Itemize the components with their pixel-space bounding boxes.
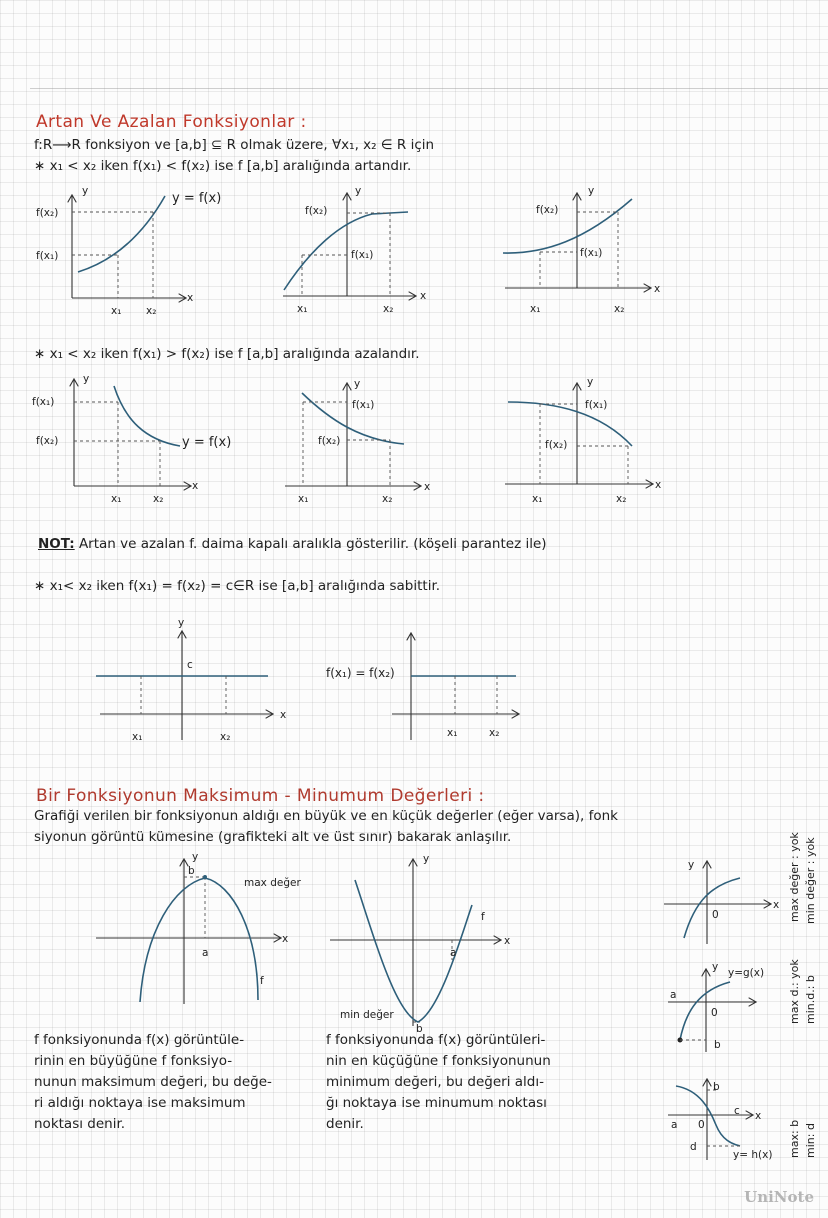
max-def-line: ri aldığı noktaya ise maksimum xyxy=(34,1095,246,1111)
x2-label: x₂ xyxy=(616,493,627,505)
small-graph-h xyxy=(668,1080,772,1161)
x1-label: x₁ xyxy=(532,493,543,505)
x1-label: x₁ xyxy=(530,303,541,315)
x2-label: x₂ xyxy=(614,303,625,315)
y-axis-label: y xyxy=(587,376,594,388)
b-label: b xyxy=(713,1081,720,1093)
min-def-line: denir. xyxy=(326,1116,364,1132)
side-notes xyxy=(788,832,817,1158)
fx2-label: f(x₂) xyxy=(536,204,559,216)
increasing-graph-2 xyxy=(283,185,426,315)
a-label: a xyxy=(671,1119,678,1131)
y-axis-label: y xyxy=(355,185,362,197)
side-note-1b: min değer : yok xyxy=(804,837,817,924)
x-axis-label: x xyxy=(192,480,199,492)
fx1-label: f(x₁) xyxy=(585,399,608,411)
max-graph xyxy=(96,851,301,1004)
x1-label: x₁ xyxy=(111,493,122,505)
y-axis-label: y xyxy=(83,373,90,385)
x1-label: x₁ xyxy=(132,731,143,743)
note-label: NOT: xyxy=(38,536,75,552)
y-axis-label: y xyxy=(82,185,89,197)
y-axis-label: y xyxy=(688,859,695,871)
g-label: y=g(x) xyxy=(728,967,765,979)
h-label: y= h(x) xyxy=(733,1149,773,1161)
definition-line: f:R⟶R fonksiyon ve [a,b] ⊆ R olmak üzere, ∀x₁, x₂ ∈ R için xyxy=(34,137,435,153)
side-note-3a: max: b xyxy=(788,1119,801,1158)
side-note-2b: min.d.: b xyxy=(804,975,817,1024)
x2-label: x₂ xyxy=(383,303,394,315)
decreasing-graph-2 xyxy=(285,378,430,505)
x2-label: x₂ xyxy=(489,727,500,739)
decreasing-graph-3 xyxy=(505,376,661,505)
x-axis-label: x xyxy=(773,899,780,911)
increasing-graph-3 xyxy=(503,185,660,315)
increasing-graph-1 xyxy=(36,185,221,317)
x2-label: x₂ xyxy=(146,305,157,317)
x1-label: x₁ xyxy=(297,303,308,315)
x-axis-label: x xyxy=(654,283,661,295)
decreasing-rule: ∗ x₁ < x₂ iken f(x₁) > f(x₂) ise f [a,b] aralığında azalandır. xyxy=(34,346,420,362)
fx1-eq-fx2-label: f(x₁) = f(x₂) xyxy=(326,666,395,680)
origin-label: 0 xyxy=(698,1119,705,1131)
d-label: d xyxy=(690,1141,697,1153)
y-axis-label: y xyxy=(192,851,199,863)
x-axis-label: x xyxy=(187,292,194,304)
fx1-label: f(x₁) xyxy=(351,249,374,261)
a-label: a xyxy=(450,947,457,959)
x2-label: x₂ xyxy=(220,731,231,743)
min-value-label: min değer xyxy=(340,1009,394,1021)
x-axis-label: x xyxy=(424,481,431,493)
max-min-intro-1: Grafiği verilen bir fonksiyonun aldığı en büyük ve en küçük değerler (eğer varsa), fonk xyxy=(34,808,618,824)
fx1-label: f(x₁) xyxy=(36,250,59,262)
b-label: b xyxy=(188,865,195,877)
max-def-line: nunun maksimum değeri, bu değe- xyxy=(34,1074,272,1090)
origin-label: 0 xyxy=(712,909,719,921)
b-label: b xyxy=(714,1039,721,1051)
section-title-max-min: Bir Fonksiyonun Maksimum - Minumum Değerleri : xyxy=(36,786,485,806)
max-value-label: max değer xyxy=(244,877,301,889)
f-label: f xyxy=(481,911,485,923)
x-axis-label: x xyxy=(282,933,289,945)
side-note-1a: max değer : yok xyxy=(788,832,801,922)
a-label: a xyxy=(202,947,209,959)
constant-graph-2 xyxy=(326,634,518,740)
min-def-line: nin en küçüğüne f fonksiyonunun xyxy=(326,1053,551,1069)
x-axis-label: x xyxy=(504,935,511,947)
fx2-label: f(x₂) xyxy=(305,205,328,217)
side-note-3b: min: d xyxy=(804,1123,817,1158)
x-axis-label: x xyxy=(655,479,662,491)
y-axis-label: y xyxy=(178,617,185,629)
x1-label: x₁ xyxy=(298,493,309,505)
side-note-2a: max d.: yok xyxy=(788,959,801,1024)
max-min-intro-2: siyonun görüntü kümesine (grafikteki alt ve üst sınır) bakarak anlaşılır. xyxy=(34,829,512,845)
min-def-line: f fonksiyonunda f(x) görüntüleri- xyxy=(326,1032,546,1048)
fx2-label: f(x₂) xyxy=(545,439,568,451)
x-axis-label: x xyxy=(280,709,287,721)
y-axis-label: y xyxy=(423,853,430,865)
max-def-line: f fonksiyonunda f(x) görüntüle- xyxy=(34,1032,245,1048)
y-axis-label: y xyxy=(588,185,595,197)
fx1-label: f(x₁) xyxy=(580,247,603,259)
x-axis-label: x xyxy=(420,290,427,302)
fx2-label: f(x₂) xyxy=(318,435,341,447)
note-text: Artan ve azalan f. daima kapalı aralıkla gösterilir. (köşeli parantez ile) xyxy=(74,536,547,552)
section-title-increasing-decreasing: Artan Ve Azalan Fonksiyonlar : xyxy=(36,112,307,132)
fx1-label: f(x₁) xyxy=(352,399,375,411)
x2-label: x₂ xyxy=(382,493,393,505)
min-graph xyxy=(330,853,510,1035)
min-def-line: ğı noktaya ise minumum noktası xyxy=(326,1095,547,1111)
fx1-label: f(x₁) xyxy=(32,396,55,408)
x1-label: x₁ xyxy=(447,727,458,739)
decreasing-graph-1 xyxy=(32,373,231,505)
increasing-rule: ∗ x₁ < x₂ iken f(x₁) < f(x₂) ise f [a,b] aralığında artandır. xyxy=(34,158,412,174)
y-axis-label: y xyxy=(354,378,361,390)
small-graph-no-extrema xyxy=(664,859,779,944)
c-label: c xyxy=(187,659,193,671)
origin-label: 0 xyxy=(711,1007,718,1019)
x-axis-label: x xyxy=(755,1110,762,1122)
x1-label: x₁ xyxy=(111,305,122,317)
constant-graph-1 xyxy=(96,617,286,743)
c-label: c xyxy=(734,1105,740,1117)
yfx-label: y = f(x) xyxy=(172,191,222,206)
f-label: f xyxy=(260,975,264,987)
constant-rule: ∗ x₁< x₂ iken f(x₁) = f(x₂) = c∈R ise [a,b] aralığında sabittir. xyxy=(34,578,441,594)
b-label: b xyxy=(416,1023,423,1035)
max-def-line: rinin en büyüğüne f fonksiyo- xyxy=(34,1053,233,1069)
a-label: a xyxy=(670,989,677,1001)
x2-label: x₂ xyxy=(153,493,164,505)
max-def-line: noktası denir. xyxy=(34,1116,126,1132)
small-graph-g xyxy=(668,961,764,1052)
yfx-label: y = f(x) xyxy=(182,435,232,450)
min-def-line: minimum değeri, bu değeri aldı- xyxy=(326,1074,544,1090)
fx2-label: f(x₂) xyxy=(36,435,59,447)
y-axis-label: y xyxy=(712,961,719,973)
fx2-label: f(x₂) xyxy=(36,207,59,219)
uninote-logo: UniNote xyxy=(744,1188,814,1206)
